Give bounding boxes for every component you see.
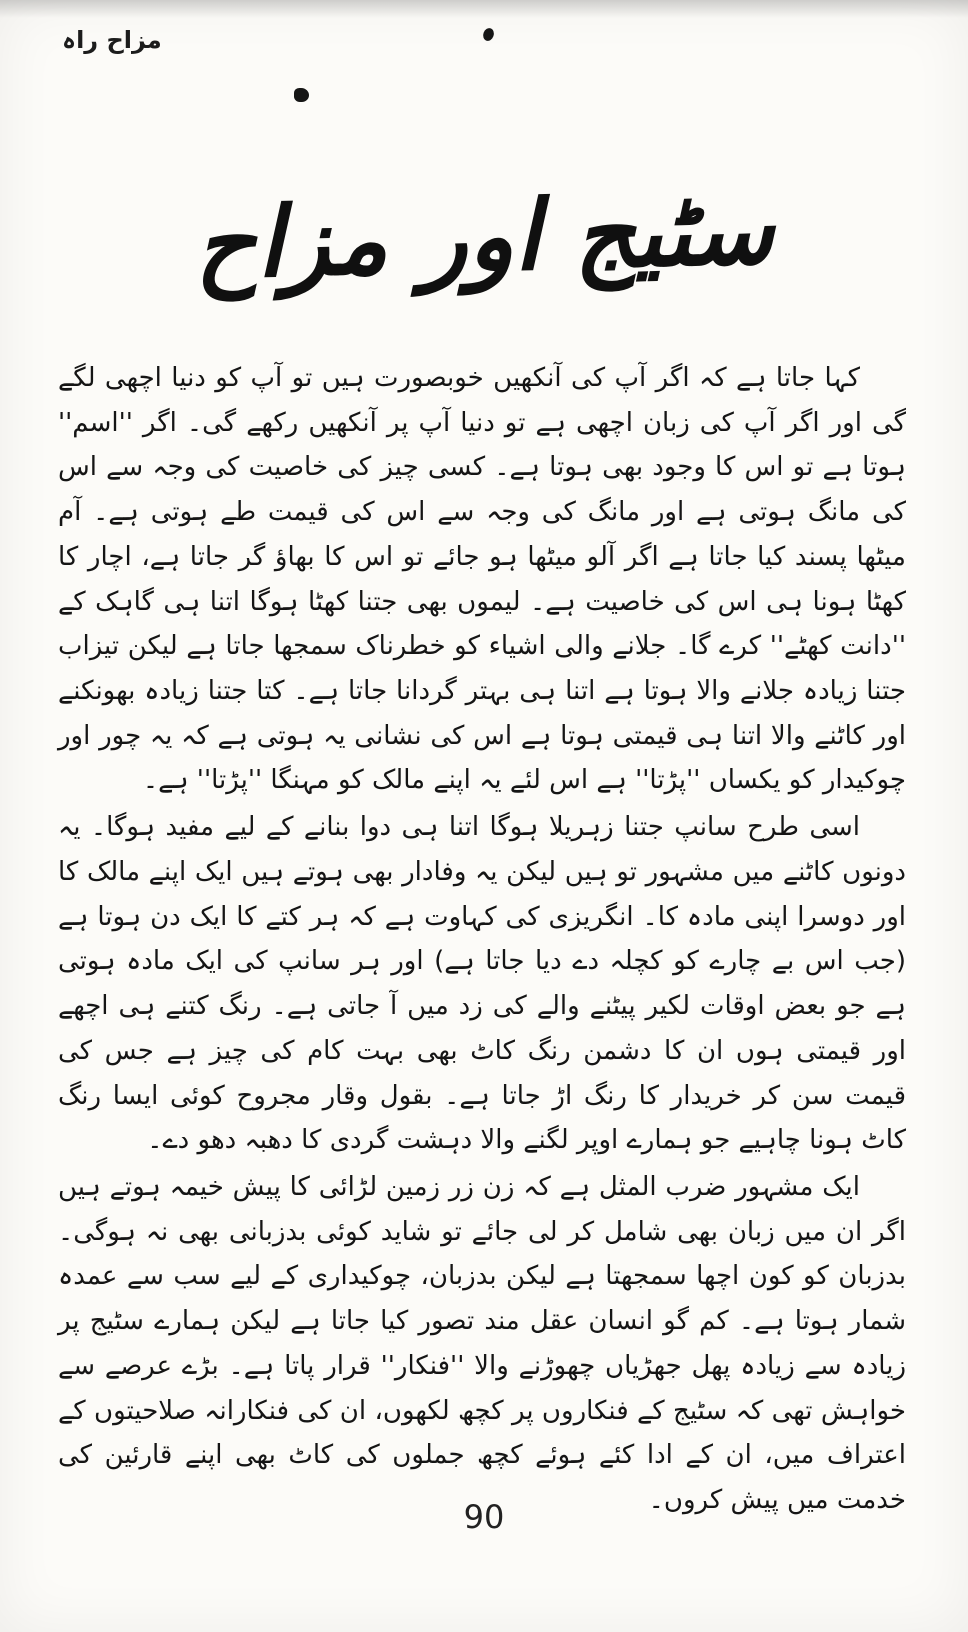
- scan-edge-shading: [0, 0, 968, 18]
- paragraph-2: اسی طرح سانپ جتنا زہریلا ہوگا اتنا ہی دوا بنانے کے لیے مفید ہوگا۔ یہ دونوں کاٹنے میں مشہور تو ہیں لیکن یہ وفادار بھی ہوتے ہیں ایک اپنے مالک کا اور دوسرا اپنی مادہ کا۔ انگریزی کی کہاوت ہے کہ ہر کتے کا ایک دن ہوتا ہے (جب اس بے چارے کو کچلہ دے دیا جاتا ہے) اور ہر سانپ کی ایک مادہ ہوتی ہے جو بعض اوقات لکیر پیٹنے والے کی زد میں آ جاتی ہے۔ رنگ کتنے ہی اچھے اور قیمتی ہوں ان کا دشمن رنگ کاٹ بھی بہت کام کی چیز ہے جس کی قیمت سن کر خریدار کا رنگ اڑ جاتا ہے۔ بقول وقار مجروح کوئی ایسا رنگ کاٹ ہونا چاہیے جو ہمارے اوپر لگنے والا دہشت گردی کا دھبہ دھو دے۔: [58, 812, 906, 1156]
- scan-speck: [481, 27, 495, 43]
- running-header: مزاح راہ: [62, 26, 162, 54]
- paragraph-1: کہا جاتا ہے کہ اگر آپ کی آنکھیں خوبصورت ہیں تو آپ کو دنیا اچھی لگے گی اور اگر آپ کی زبان اچھی ہے تو دنیا آپ پر آنکھیں رکھے گی۔ اگر ''اسم'' ہوتا ہے تو اس کا وجود بھی ہوتا ہے۔ کسی چیز کی خاصیت کی وجہ سے اس کی مانگ ہوتی ہے اور مانگ کی وجہ سے اس کی قیمت طے ہوتی ہے۔ آم میٹھا پسند کیا جاتا ہے اگر آلو میٹھا ہو جائے تو اس کا بھاؤ گر جاتا ہے، اچار کا کھٹا ہونا ہی اس کی خاصیت ہے۔ لیموں بھی جتنا کھٹا ہوگا اتنا ہی گاہک کے ''دانت کھٹے'' کرے گا۔ جلانے والی اشیاء کو خطرناک سمجھا جاتا ہے لیکن تیزاب جتنا زیادہ جلانے والا ہوتا ہے اتنا ہی بہتر گردانا جاتا ہے۔ کتا جتنا زیادہ بھونکنے اور کاٹنے والا اتنا ہی قیمتی ہوتا ہے اس کی نشانی یہ ہوتی ہے کہ یہ چور اور چوکیدار کو یکساں ''پڑتا'' ہے اس لئے یہ اپنے مالک کو مہنگا ''پڑتا'' ہے۔: [58, 363, 906, 796]
- page-number: 90: [463, 1498, 505, 1536]
- page-title: سٹیج اور مزاح: [192, 172, 776, 301]
- scan-speck: [294, 88, 309, 102]
- body-text: [58, 356, 906, 1525]
- paragraph-3: ایک مشہور ضرب المثل ہے کہ زن زر زمین لڑائی کا پیش خیمہ ہوتے ہیں اگر ان میں زبان بھی شامل کر لی جائے تو شاید کوئی بدزبانی بھی نہ ہوگی۔ بدزبان کو کون اچھا سمجھتا ہے لیکن بدزبان، چوکیداری کے لیے سب سے عمدہ شمار ہوتا ہے۔ کم گو انسان عقل مند تصور کیا جاتا ہے لیکن ہمارے سٹیج پر زیادہ سے زیادہ پھل جھڑیاں چھوڑنے والا ''فنکار'' قرار پاتا ہے۔ بڑے عرصے سے خواہش تھی کہ سٹیج کے فنکاروں پر کچھ لکھوں، ان کی فنکارانہ صلاحیتوں کے اعتراف میں، ان کے ادا کئے ہوئے کچھ جملوں کی کاٹ بھی اپنے قارئین کی خدمت میں پیش کروں۔: [58, 1171, 906, 1515]
